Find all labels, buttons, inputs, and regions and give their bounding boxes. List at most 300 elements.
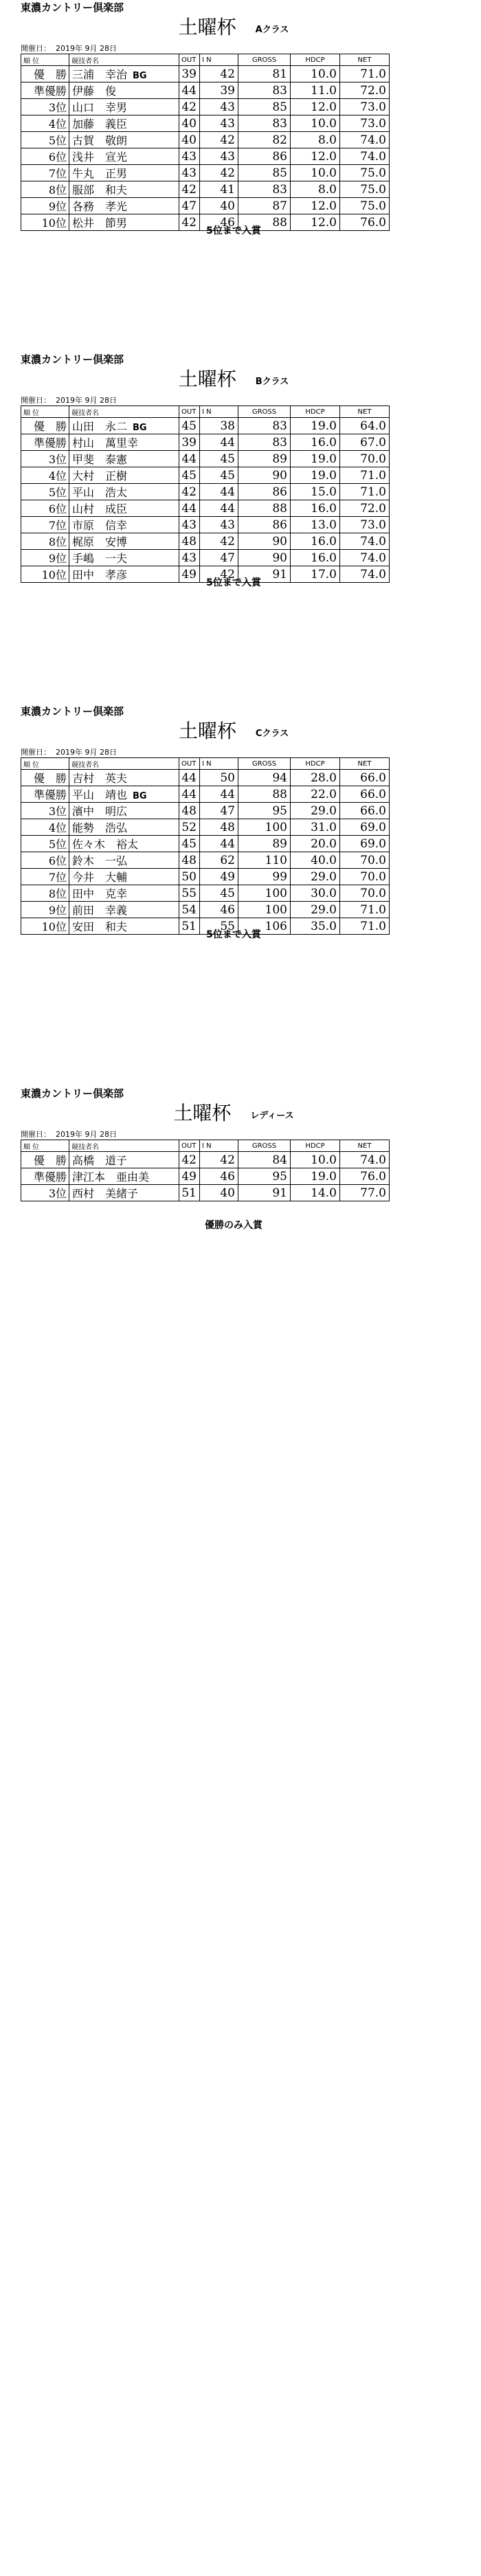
header-gross: GROSS xyxy=(238,758,291,770)
out-score-cell: 45 xyxy=(179,418,200,434)
in-score-cell: 42 xyxy=(200,66,238,82)
player-name-cell xyxy=(69,786,179,803)
net-score-cell: 66.0 xyxy=(340,786,390,803)
club-name: 東濃カントリー倶楽部 xyxy=(21,705,124,718)
club-name: 東濃カントリー倶楽部 xyxy=(21,1,124,14)
prize-note: 優勝のみ入賞 xyxy=(205,1220,262,1231)
table-row xyxy=(21,1152,390,1168)
header-hdcp: HDCP xyxy=(291,54,340,66)
player-name-cell xyxy=(69,451,179,467)
rank-cell: 優 勝 xyxy=(21,66,69,82)
out-score-cell: 52 xyxy=(179,819,200,836)
table-row xyxy=(21,418,390,434)
in-score-cell: 47 xyxy=(200,550,238,566)
handicap-cell: 12.0 xyxy=(291,198,340,214)
header-gross: GROSS xyxy=(238,406,291,418)
player-name-cell xyxy=(69,1185,179,1201)
date-value: 2019年 9月 28日 xyxy=(56,396,117,405)
player-name: 服部 和夫 xyxy=(72,184,128,197)
out-score-cell: 44 xyxy=(179,82,200,99)
class-label: Bクラス xyxy=(255,377,289,387)
title-text: 土曜杯 xyxy=(173,1102,232,1124)
out-score-cell: 51 xyxy=(179,918,200,935)
table-row xyxy=(21,770,390,786)
table-row xyxy=(21,786,390,803)
rank-cell: 7位 xyxy=(21,869,69,885)
date-label: 開催日： xyxy=(21,1130,51,1139)
in-score-cell: 44 xyxy=(200,786,238,803)
table-header-row xyxy=(21,758,390,770)
club-name: 東濃カントリー倶楽部 xyxy=(21,1087,124,1100)
player-name-cell xyxy=(69,165,179,181)
net-score-cell: 64.0 xyxy=(340,418,390,434)
handicap-cell: 8.0 xyxy=(291,181,340,198)
prize-note: 5位まで入賞 xyxy=(206,225,261,236)
prize-note: 5位まで入賞 xyxy=(206,929,261,940)
out-score-cell: 51 xyxy=(179,1185,200,1201)
handicap-cell: 20.0 xyxy=(291,836,340,852)
best-gross-badge: BG xyxy=(133,423,147,433)
in-score-cell: 42 xyxy=(200,1152,238,1168)
out-score-cell: 55 xyxy=(179,885,200,902)
header-net: NET xyxy=(340,406,390,418)
in-score-cell: 46 xyxy=(200,214,238,231)
in-score-cell: 46 xyxy=(200,1168,238,1185)
net-score-cell: 71.0 xyxy=(340,66,390,82)
table-row xyxy=(21,517,390,533)
results-table xyxy=(21,757,390,935)
player-name-cell xyxy=(69,852,179,869)
rank-cell: 4位 xyxy=(21,819,69,836)
in-score-cell: 45 xyxy=(200,451,238,467)
net-score-cell: 69.0 xyxy=(340,819,390,836)
in-score-cell: 45 xyxy=(200,467,238,484)
handicap-cell: 12.0 xyxy=(291,148,340,165)
gross-score-cell: 91 xyxy=(238,1185,291,1201)
header-net: NET xyxy=(340,1140,390,1152)
header-rank: 順 位 xyxy=(21,758,69,770)
header-out: OUT xyxy=(179,1140,200,1152)
player-name: 村山 萬里幸 xyxy=(72,436,139,449)
net-score-cell: 67.0 xyxy=(340,434,390,451)
table-row xyxy=(21,66,390,82)
handicap-cell: 30.0 xyxy=(291,885,340,902)
class-label: レディース xyxy=(250,1111,294,1121)
net-score-cell: 69.0 xyxy=(340,836,390,852)
header-hdcp: HDCP xyxy=(291,1140,340,1152)
table-row xyxy=(21,902,390,918)
header-rank: 順 位 xyxy=(21,406,69,418)
player-name-cell xyxy=(69,484,179,500)
handicap-cell: 10.0 xyxy=(291,165,340,181)
handicap-cell: 10.0 xyxy=(291,115,340,132)
out-score-cell: 40 xyxy=(179,132,200,148)
player-name: 梶原 安博 xyxy=(72,535,128,548)
out-score-cell: 44 xyxy=(179,786,200,803)
rank-cell: 優 勝 xyxy=(21,1152,69,1168)
gross-score-cell: 83 xyxy=(238,181,291,198)
header-in: I N xyxy=(200,54,238,66)
player-name: 山村 成臣 xyxy=(72,502,128,515)
gross-score-cell: 83 xyxy=(238,418,291,434)
table-row xyxy=(21,803,390,819)
player-name: 大村 正樹 xyxy=(72,469,128,482)
gross-score-cell: 99 xyxy=(238,869,291,885)
handicap-cell: 40.0 xyxy=(291,852,340,869)
rank-cell: 8位 xyxy=(21,885,69,902)
gross-score-cell: 83 xyxy=(238,434,291,451)
table-row xyxy=(21,484,390,500)
gross-score-cell: 100 xyxy=(238,902,291,918)
player-name: 市原 信幸 xyxy=(72,519,128,532)
net-score-cell: 73.0 xyxy=(340,517,390,533)
in-score-cell: 44 xyxy=(200,836,238,852)
net-score-cell: 70.0 xyxy=(340,451,390,467)
player-name: 佐々木 裕太 xyxy=(72,838,139,851)
rank-cell: 準優勝 xyxy=(21,1168,69,1185)
rank-cell: 準優勝 xyxy=(21,434,69,451)
table-header-row xyxy=(21,406,390,418)
player-name: 各務 孝光 xyxy=(72,200,128,213)
rank-cell: 10位 xyxy=(21,214,69,231)
table-row xyxy=(21,198,390,214)
handicap-cell: 19.0 xyxy=(291,1168,340,1185)
player-name-cell xyxy=(69,500,179,517)
player-name: 手嶋 一夫 xyxy=(72,552,128,565)
rank-cell: 準優勝 xyxy=(21,82,69,99)
date-label: 開催日： xyxy=(21,396,51,405)
table-row xyxy=(21,885,390,902)
handicap-cell: 29.0 xyxy=(291,869,340,885)
player-name-cell xyxy=(69,533,179,550)
rank-cell: 3位 xyxy=(21,99,69,115)
header-name: 競技者名 xyxy=(69,54,179,66)
event-date xyxy=(21,746,117,757)
event-date xyxy=(21,1129,117,1140)
player-name-cell xyxy=(69,434,179,451)
handicap-cell: 16.0 xyxy=(291,533,340,550)
out-score-cell: 47 xyxy=(179,198,200,214)
player-name: 古賀 敬朗 xyxy=(72,134,128,147)
out-score-cell: 40 xyxy=(179,115,200,132)
table-row xyxy=(21,132,390,148)
header-gross: GROSS xyxy=(238,54,291,66)
net-score-cell: 74.0 xyxy=(340,1152,390,1168)
table-row xyxy=(21,533,390,550)
gross-score-cell: 91 xyxy=(238,566,291,583)
net-score-cell: 71.0 xyxy=(340,484,390,500)
gross-score-cell: 95 xyxy=(238,803,291,819)
player-name-cell xyxy=(69,517,179,533)
header-name: 競技者名 xyxy=(69,1140,179,1152)
out-score-cell: 42 xyxy=(179,99,200,115)
results-table xyxy=(21,1140,390,1201)
results-table xyxy=(21,54,390,231)
header-hdcp: HDCP xyxy=(291,758,340,770)
in-score-cell: 48 xyxy=(200,819,238,836)
header-in: I N xyxy=(200,1140,238,1152)
handicap-cell: 11.0 xyxy=(291,82,340,99)
player-name-cell xyxy=(69,803,179,819)
prize-note: 5位まで入賞 xyxy=(206,577,261,588)
in-score-cell: 38 xyxy=(200,418,238,434)
date-label: 開催日： xyxy=(21,748,51,757)
net-score-cell: 73.0 xyxy=(340,99,390,115)
table-header-row xyxy=(21,1140,390,1152)
header-gross: GROSS xyxy=(238,1140,291,1152)
net-score-cell: 70.0 xyxy=(340,885,390,902)
rank-cell: 7位 xyxy=(21,517,69,533)
competition-title xyxy=(21,364,447,392)
out-score-cell: 45 xyxy=(179,467,200,484)
in-score-cell: 43 xyxy=(200,115,238,132)
table-row xyxy=(21,148,390,165)
gross-score-cell: 90 xyxy=(238,467,291,484)
best-gross-badge: BG xyxy=(133,791,147,801)
in-score-cell: 43 xyxy=(200,517,238,533)
out-score-cell: 44 xyxy=(179,770,200,786)
player-name: 前田 幸義 xyxy=(72,904,128,917)
player-name: 山田 永二 xyxy=(72,420,128,433)
player-name: 鈴木 一弘 xyxy=(72,854,128,867)
out-score-cell: 48 xyxy=(179,803,200,819)
in-score-cell: 42 xyxy=(200,533,238,550)
in-score-cell: 44 xyxy=(200,500,238,517)
rank-cell: 6位 xyxy=(21,852,69,869)
gross-score-cell: 88 xyxy=(238,500,291,517)
rank-cell: 準優勝 xyxy=(21,786,69,803)
gross-score-cell: 100 xyxy=(238,885,291,902)
competition-title xyxy=(21,716,447,744)
player-name-cell xyxy=(69,836,179,852)
player-name: 平山 靖也 xyxy=(72,788,128,801)
rank-cell: 5位 xyxy=(21,836,69,852)
player-name-cell xyxy=(69,869,179,885)
handicap-cell: 12.0 xyxy=(291,214,340,231)
class-label: Aクラス xyxy=(255,25,289,35)
player-name-cell xyxy=(69,181,179,198)
rank-cell: 優 勝 xyxy=(21,770,69,786)
player-name-cell xyxy=(69,418,179,434)
header-out: OUT xyxy=(179,406,200,418)
player-name-cell xyxy=(69,819,179,836)
player-name-cell xyxy=(69,99,179,115)
rank-cell: 3位 xyxy=(21,451,69,467)
table-row xyxy=(21,165,390,181)
best-gross-badge: BG xyxy=(133,71,147,81)
table-row xyxy=(21,852,390,869)
player-name: 能勢 浩弘 xyxy=(72,821,128,834)
out-score-cell: 48 xyxy=(179,852,200,869)
net-score-cell: 74.0 xyxy=(340,132,390,148)
gross-score-cell: 95 xyxy=(238,1168,291,1185)
out-score-cell: 43 xyxy=(179,517,200,533)
player-name: 高橋 道子 xyxy=(72,1154,128,1167)
handicap-cell: 29.0 xyxy=(291,803,340,819)
net-score-cell: 77.0 xyxy=(340,1185,390,1201)
net-score-cell: 76.0 xyxy=(340,1168,390,1185)
player-name: 牛丸 正男 xyxy=(72,167,128,180)
table-row xyxy=(21,451,390,467)
header-out: OUT xyxy=(179,758,200,770)
handicap-cell: 19.0 xyxy=(291,451,340,467)
table-row xyxy=(21,99,390,115)
rank-cell: 9位 xyxy=(21,198,69,214)
in-score-cell: 39 xyxy=(200,82,238,99)
rank-cell: 9位 xyxy=(21,550,69,566)
gross-score-cell: 106 xyxy=(238,918,291,935)
player-name-cell xyxy=(69,1152,179,1168)
player-name-cell xyxy=(69,132,179,148)
header-net: NET xyxy=(340,54,390,66)
in-score-cell: 40 xyxy=(200,198,238,214)
gross-score-cell: 94 xyxy=(238,770,291,786)
header-rank: 順 位 xyxy=(21,1140,69,1152)
net-score-cell: 75.0 xyxy=(340,181,390,198)
header-out: OUT xyxy=(179,54,200,66)
in-score-cell: 45 xyxy=(200,885,238,902)
results-table xyxy=(21,406,390,583)
gross-score-cell: 88 xyxy=(238,214,291,231)
player-name-cell xyxy=(69,885,179,902)
table-row xyxy=(21,836,390,852)
out-score-cell: 42 xyxy=(179,214,200,231)
table-row xyxy=(21,869,390,885)
player-name: 三浦 幸治 xyxy=(72,68,128,81)
gross-score-cell: 83 xyxy=(238,115,291,132)
table-row xyxy=(21,434,390,451)
net-score-cell: 71.0 xyxy=(340,918,390,935)
handicap-cell: 15.0 xyxy=(291,484,340,500)
player-name-cell xyxy=(69,1168,179,1185)
date-value: 2019年 9月 28日 xyxy=(56,44,117,53)
table-row xyxy=(21,467,390,484)
in-score-cell: 41 xyxy=(200,181,238,198)
net-score-cell: 75.0 xyxy=(340,165,390,181)
net-score-cell: 74.0 xyxy=(340,550,390,566)
table-row xyxy=(21,819,390,836)
gross-score-cell: 82 xyxy=(238,132,291,148)
event-date xyxy=(21,43,117,54)
rank-cell: 3位 xyxy=(21,1185,69,1201)
player-name: 西村 美緒子 xyxy=(72,1187,139,1200)
handicap-cell: 16.0 xyxy=(291,550,340,566)
in-score-cell: 44 xyxy=(200,434,238,451)
net-score-cell: 74.0 xyxy=(340,148,390,165)
handicap-cell: 19.0 xyxy=(291,418,340,434)
gross-score-cell: 85 xyxy=(238,99,291,115)
net-score-cell: 75.0 xyxy=(340,198,390,214)
gross-score-cell: 83 xyxy=(238,82,291,99)
handicap-cell: 35.0 xyxy=(291,918,340,935)
handicap-cell: 16.0 xyxy=(291,500,340,517)
handicap-cell: 10.0 xyxy=(291,1152,340,1168)
player-name-cell xyxy=(69,902,179,918)
in-score-cell: 47 xyxy=(200,803,238,819)
table-row xyxy=(21,115,390,132)
handicap-cell: 12.0 xyxy=(291,99,340,115)
out-score-cell: 50 xyxy=(179,869,200,885)
class-label: Cクラス xyxy=(255,729,289,739)
player-name: 津江本 亜由美 xyxy=(72,1170,150,1184)
rank-cell: 10位 xyxy=(21,566,69,583)
rank-cell: 8位 xyxy=(21,181,69,198)
net-score-cell: 66.0 xyxy=(340,803,390,819)
title-text: 土曜杯 xyxy=(178,720,236,742)
competition-title xyxy=(21,12,447,40)
header-name: 競技者名 xyxy=(69,758,179,770)
in-score-cell: 55 xyxy=(200,918,238,935)
handicap-cell: 8.0 xyxy=(291,132,340,148)
player-name: 田中 克幸 xyxy=(72,887,128,900)
header-hdcp: HDCP xyxy=(291,406,340,418)
out-score-cell: 39 xyxy=(179,434,200,451)
gross-score-cell: 86 xyxy=(238,148,291,165)
player-name-cell xyxy=(69,115,179,132)
gross-score-cell: 86 xyxy=(238,484,291,500)
handicap-cell: 10.0 xyxy=(291,66,340,82)
player-name-cell xyxy=(69,198,179,214)
table-row xyxy=(21,82,390,99)
in-score-cell: 44 xyxy=(200,484,238,500)
table-row xyxy=(21,1168,390,1185)
out-score-cell: 42 xyxy=(179,181,200,198)
net-score-cell: 76.0 xyxy=(340,214,390,231)
out-score-cell: 43 xyxy=(179,550,200,566)
player-name-cell xyxy=(69,82,179,99)
rank-cell: 10位 xyxy=(21,918,69,935)
gross-score-cell: 88 xyxy=(238,786,291,803)
handicap-cell: 14.0 xyxy=(291,1185,340,1201)
handicap-cell: 16.0 xyxy=(291,434,340,451)
gross-score-cell: 85 xyxy=(238,165,291,181)
player-name: 今井 大輔 xyxy=(72,871,128,884)
gross-score-cell: 81 xyxy=(238,66,291,82)
rank-cell: 8位 xyxy=(21,533,69,550)
table-row xyxy=(21,181,390,198)
player-name: 安田 和夫 xyxy=(72,920,128,933)
header-in: I N xyxy=(200,758,238,770)
net-score-cell: 66.0 xyxy=(340,770,390,786)
header-net: NET xyxy=(340,758,390,770)
header-in: I N xyxy=(200,406,238,418)
handicap-cell: 28.0 xyxy=(291,770,340,786)
player-name: 浅井 宣光 xyxy=(72,151,128,164)
handicap-cell: 17.0 xyxy=(291,566,340,583)
net-score-cell: 70.0 xyxy=(340,852,390,869)
player-name: 山口 幸男 xyxy=(72,101,128,114)
club-name: 東濃カントリー倶楽部 xyxy=(21,353,124,366)
out-score-cell: 49 xyxy=(179,1168,200,1185)
gross-score-cell: 90 xyxy=(238,533,291,550)
out-score-cell: 39 xyxy=(179,66,200,82)
gross-score-cell: 89 xyxy=(238,451,291,467)
in-score-cell: 43 xyxy=(200,148,238,165)
player-name-cell xyxy=(69,148,179,165)
table-header-row xyxy=(21,54,390,66)
player-name-cell xyxy=(69,66,179,82)
net-score-cell: 73.0 xyxy=(340,115,390,132)
in-score-cell: 42 xyxy=(200,132,238,148)
rank-cell: 5位 xyxy=(21,484,69,500)
player-name-cell xyxy=(69,550,179,566)
player-name: 伊藤 俊 xyxy=(72,85,117,98)
date-value: 2019年 9月 28日 xyxy=(56,1130,117,1139)
in-score-cell: 50 xyxy=(200,770,238,786)
net-score-cell: 72.0 xyxy=(340,82,390,99)
out-score-cell: 48 xyxy=(179,533,200,550)
gross-score-cell: 87 xyxy=(238,198,291,214)
